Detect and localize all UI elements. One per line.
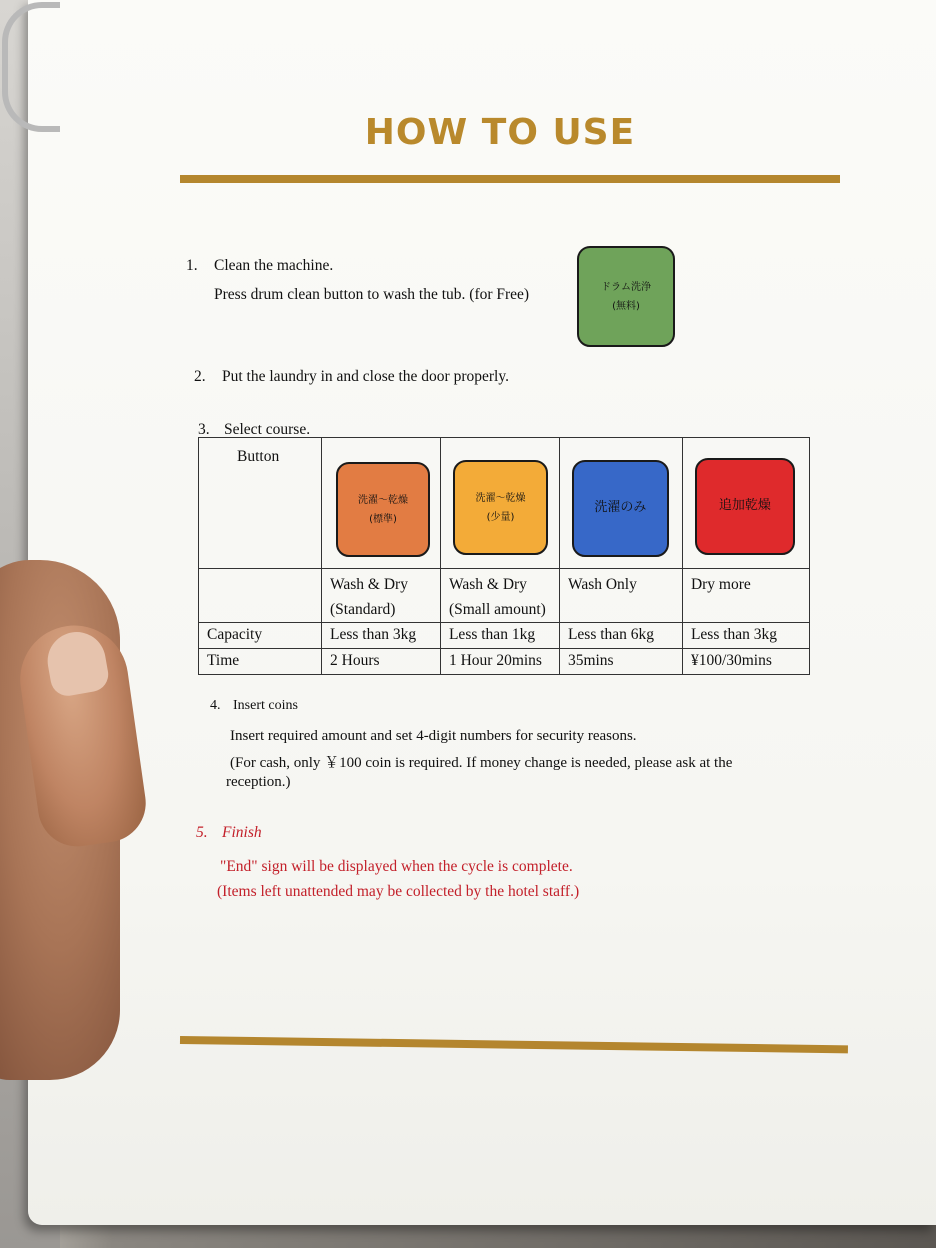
step-5-line-2: (Items left unattended may be collected by the hotel staff.) — [217, 883, 580, 900]
time-cell: ¥100/30mins — [682, 648, 809, 674]
step-4-line-3: reception.) — [226, 774, 291, 790]
course-table — [198, 437, 810, 675]
course-name: Wash & Dry — [448, 575, 527, 593]
wash-dry-small-button — [453, 460, 548, 555]
step-4-heading — [210, 698, 298, 714]
dry-more-button — [695, 458, 795, 555]
step-text: Finish — [222, 824, 262, 841]
button-header: Button — [237, 448, 280, 465]
button-label: 追加乾燥 — [718, 498, 771, 514]
course-name: Dry more — [690, 575, 751, 593]
course-subname: (Small amount) — [448, 600, 546, 618]
course-name-row — [199, 568, 810, 622]
step-text: Insert coins — [233, 698, 298, 713]
row-label-cell — [199, 648, 322, 674]
course-name-cell — [559, 568, 682, 622]
step-number: 3. — [198, 421, 210, 438]
step-5-line-1: "End" sign will be displayed when the cycle is complete. — [220, 858, 573, 875]
step-5-heading — [196, 824, 262, 842]
top-divider — [180, 175, 840, 183]
step-1-heading — [186, 257, 333, 275]
step-4-line-1: Insert required amount and set 4-digit numbers for security reasons. — [230, 728, 637, 744]
button-label: 洗濯のみ — [594, 500, 647, 516]
step-number: 4. — [210, 698, 221, 713]
button-cell — [682, 438, 809, 569]
step-text: Put the laundry in and close the door properly. — [222, 368, 509, 385]
course-name: Wash & Dry — [330, 575, 408, 593]
capacity-cell: Less than 6kg — [559, 622, 682, 648]
row-label-cell — [199, 622, 322, 648]
capacity-cell: Less than 1kg — [440, 622, 559, 648]
step-4-line-2: (For cash, only ￥100 coin is required. If money change is needed, please ask at the — [230, 755, 733, 771]
button-cell — [559, 438, 682, 569]
course-name-cell — [440, 568, 559, 622]
button-sublabel: (少量) — [486, 511, 515, 523]
button-sublabel: (標準) — [369, 513, 397, 525]
course-name-cell — [682, 568, 809, 622]
course-name-cell — [322, 568, 441, 622]
empty-cell — [199, 568, 322, 622]
time-cell: 35mins — [559, 648, 682, 674]
button-label: 洗濯～乾燥 — [358, 494, 408, 506]
button-row — [199, 438, 810, 569]
wash-dry-standard-button — [336, 462, 430, 557]
button-cell — [322, 438, 441, 569]
button-label: 洗濯～乾燥 — [475, 492, 526, 504]
time-cell: 2 Hours — [322, 648, 441, 674]
step-text: Select course. — [224, 421, 311, 438]
capacity-cell: Less than 3kg — [322, 622, 441, 648]
button-header-cell — [199, 438, 322, 569]
step-1-detail: Press drum clean button to wash the tub. (for Free) — [214, 286, 530, 303]
capacity-cell: Less than 3kg — [682, 622, 809, 648]
time-cell: 1 Hour 20mins — [440, 648, 559, 674]
button-sublabel: (無料) — [612, 300, 640, 312]
step-text: Clean the machine. — [214, 257, 334, 274]
course-subname: (Standard) — [330, 600, 396, 618]
step-number: 1. — [186, 257, 198, 274]
time-row — [199, 648, 810, 674]
button-cell — [440, 438, 559, 569]
capacity-row — [199, 622, 810, 648]
page-title: HOW TO USE — [364, 112, 636, 153]
time-label: Time — [207, 651, 240, 669]
drum-clean-button — [577, 246, 675, 347]
step-number: 2. — [194, 368, 206, 385]
step-2 — [194, 368, 509, 386]
capacity-label: Capacity — [207, 625, 263, 643]
wash-only-button — [572, 460, 669, 557]
button-label: ドラム洗浄 — [601, 281, 651, 293]
course-name: Wash Only — [567, 575, 637, 593]
step-number: 5. — [196, 824, 208, 841]
